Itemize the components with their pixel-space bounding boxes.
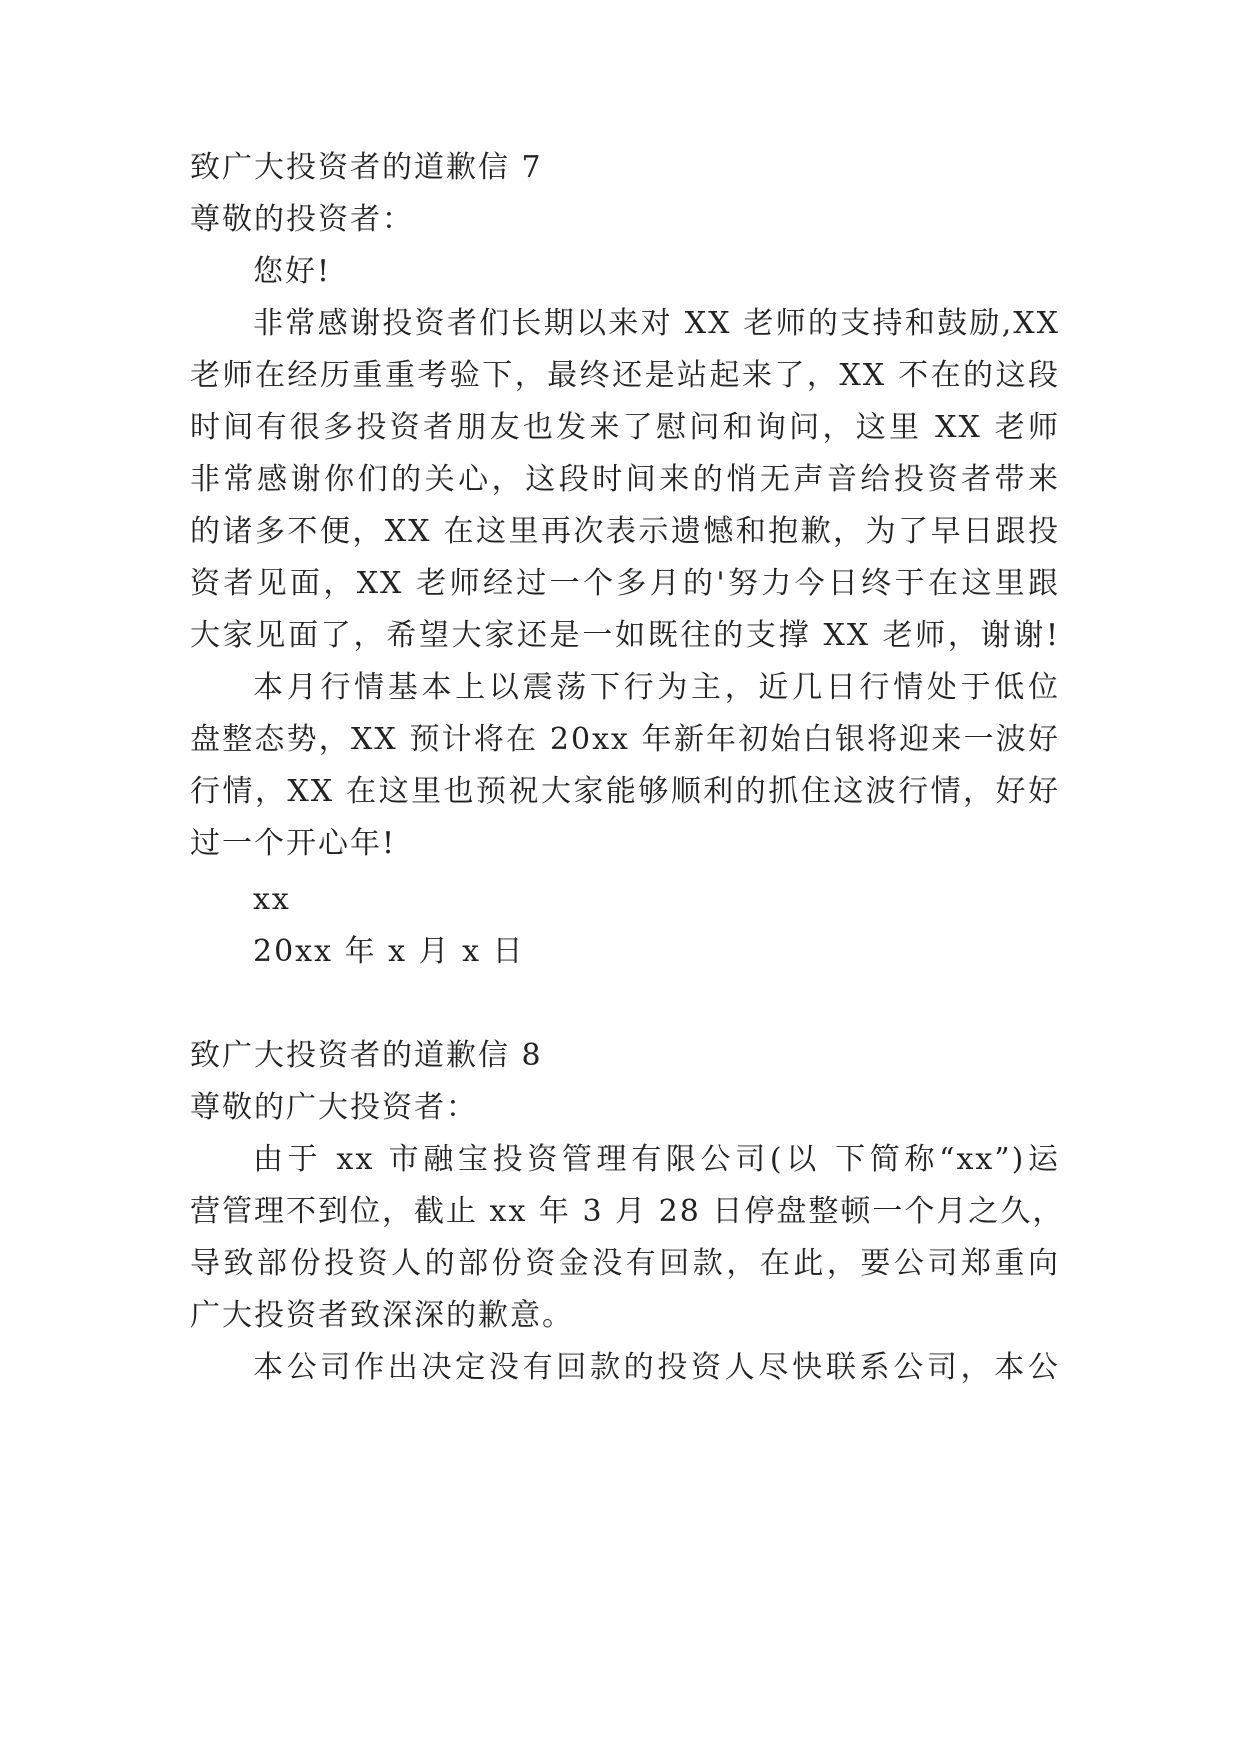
letter7-title: 致广大投资者的道歉信 7 xyxy=(190,150,543,185)
letter8-p2-line: 本公司作出决定没有回款的投资人尽快联系公司，本公 xyxy=(253,1350,1060,1385)
letter8-title: 致广大投资者的道歉信 8 xyxy=(190,1038,543,1073)
letter7-p1-line: 的诸多不便，XX 在这里再次表示遗憾和抱歉，为了早日跟投 xyxy=(190,514,1060,549)
letter7-signature-name: xx xyxy=(253,882,291,917)
letter7-p2-line: 本月行情基本上以震荡下行为主，近几日行情处于低位 xyxy=(253,670,1060,705)
letter7-greeting: 您好! xyxy=(253,254,332,289)
letter8-p1-line: 广大投资者致深深的歉意。 xyxy=(190,1298,574,1333)
letter7-signature-date: 20xx 年 x 月 x 日 xyxy=(253,934,525,969)
letter8-p1-line: 营管理不到位，截止 xx 年 3 月 28 日停盘整顿一个月之久， xyxy=(190,1194,1065,1229)
letter8-salutation: 尊敬的广大投资者： xyxy=(190,1090,478,1125)
letter7-p1-line: 大家见面了，希望大家还是一如既往的支撑 XX 老师，谢谢! xyxy=(190,618,1060,653)
letter7-p1-line: 时间有很多投资者朋友也发来了慰问和询问，这里 XX 老师 xyxy=(190,410,1060,445)
letter7-p1-line: 老师在经历重重考验下，最终还是站起来了，XX 不在的这段 xyxy=(190,358,1060,393)
letter7-p1-line: 非常感谢投资者们长期以来对 XX 老师的支持和鼓励,XX xyxy=(253,306,1060,341)
letter8-p1-line: 由于 xx 市融宝投资管理有限公司(以 下简称“xx”)运 xyxy=(253,1142,1060,1177)
letter7-p1-line: 非常感谢你们的关心，这段时间来的悄无声音给投资者带来 xyxy=(190,462,1060,497)
letter7-salutation: 尊敬的投资者： xyxy=(190,202,414,237)
letter8-p1-line: 导致部份投资人的部份资金没有回款，在此，要公司郑重向 xyxy=(190,1246,1060,1281)
letter7-p2-line: 行情，XX 在这里也预祝大家能够顺利的抓住这波行情，好好 xyxy=(190,774,1060,809)
letter7-p1-line: 资者见面，XX 老师经过一个多月的'努力今日终于在这里跟 xyxy=(190,566,1060,601)
letter7-p2-line: 过一个开心年! xyxy=(190,826,397,861)
letter7-p2-line: 盘整态势，XX 预计将在 20xx 年新年初始白银将迎来一波好 xyxy=(190,722,1060,757)
